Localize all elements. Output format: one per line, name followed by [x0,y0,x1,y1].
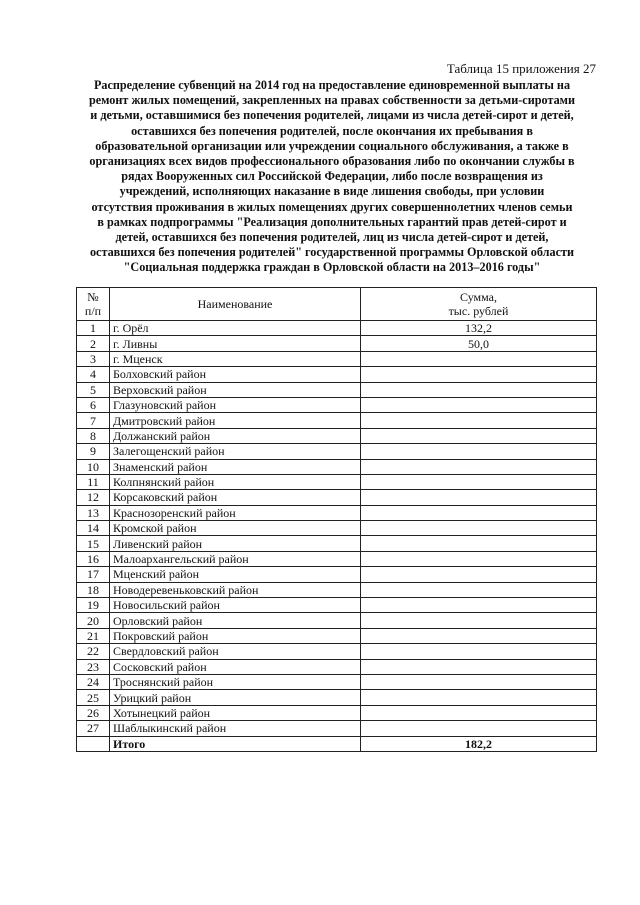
row-sum-cell [361,444,597,459]
table-row [77,721,597,736]
row-name-cell: Залегощенский район [110,444,361,459]
header-number-line2: п/п [84,304,102,318]
row-number-cell: 16 [77,551,110,566]
row-sum-cell [361,628,597,643]
row-sum-cell [361,474,597,489]
title-line: рядах Вооруженных сил Российской Федерации, либо после возвращения из [121,169,543,184]
table-row [77,598,597,613]
table-row [77,367,597,382]
table-row [77,613,597,628]
table-row [77,336,597,351]
row-name-cell: Свердловский район [110,644,361,659]
row-number-cell: 12 [77,490,110,505]
total-label-cell: Итого [110,736,361,751]
row-number-cell: 18 [77,582,110,597]
row-number-cell: 26 [77,705,110,720]
row-sum-cell [361,659,597,674]
table-header-row [77,288,597,321]
table-row [77,674,597,689]
header-number-line1: № [87,290,99,304]
row-sum-cell [361,567,597,582]
table-row [77,351,597,366]
table-row [77,505,597,520]
row-name-cell: Троснянский район [110,674,361,689]
table-row [77,382,597,397]
header-sum-line2: тыс. рублей [448,304,509,318]
row-number-cell: 21 [77,628,110,643]
table-row [77,444,597,459]
table-row [77,705,597,720]
table-row [77,474,597,489]
row-number-cell: 22 [77,644,110,659]
row-number-cell: 8 [77,428,110,443]
row-name-cell: Болховский район [110,367,361,382]
title-line: Распределение субвенций на 2014 год на предоставление единовременной выплаты на [93,78,571,92]
header-name: Наименование [110,288,361,321]
title-line: отсутствия проживания в жилых помещениях других совершеннолетних членов семьи [91,199,573,214]
page-reference: Таблица 15 приложения 27 [446,61,596,76]
row-name-cell: Кромской район [110,521,361,536]
row-name-cell: Ливенский район [110,536,361,551]
row-name-cell: Должанский район [110,428,361,443]
row-sum-cell [361,459,597,474]
row-name-cell: Покровский район [110,628,361,643]
title-line: ремонт жилых помещений, закрепленных на правах собственности за детьми-сиротами [88,93,576,108]
row-name-cell: г. Орёл [110,321,361,336]
row-sum-cell [361,721,597,736]
row-number-cell: 11 [77,474,110,489]
table-row [77,321,597,336]
row-name-cell: г. Мценск [110,351,361,366]
total-row [77,736,597,751]
row-sum-cell [361,505,597,520]
row-number-cell: 10 [77,459,110,474]
table-row [77,567,597,582]
row-sum-cell: 50,0 [361,336,597,351]
table-row [77,551,597,566]
row-number-cell: 15 [77,536,110,551]
row-number-cell: 3 [77,351,110,366]
title-line: в рамках подпрограммы "Реализация дополнительных гарантий прав детей-сирот и [97,214,567,229]
row-name-cell: Новодеревеньковский район [110,582,361,597]
table-row [77,628,597,643]
row-sum-cell [361,397,597,412]
table-row [77,397,597,412]
title-line: детей, оставшихся без попечения родителей, лиц из числа детей-сирот и детей, [115,230,549,245]
row-number-cell: 27 [77,721,110,736]
total-sum-cell: 182,2 [361,736,597,751]
row-sum-cell [361,582,597,597]
row-sum-cell [361,367,597,382]
row-sum-cell [361,690,597,705]
table-row [77,521,597,536]
row-sum-cell [361,536,597,551]
table-row [77,413,597,428]
row-number-cell: 25 [77,690,110,705]
row-sum-cell [361,598,597,613]
table-row [77,690,597,705]
row-number-cell: 23 [77,659,110,674]
row-sum-cell [361,644,597,659]
title-line: учреждений, исполняющих наказание в виде лишения свободы, при условии [119,184,545,199]
table-row [77,428,597,443]
row-name-cell: Глазуновский район [110,397,361,412]
row-name-cell: Знаменский район [110,459,361,474]
document-title [66,78,598,276]
row-number-cell: 7 [77,413,110,428]
row-sum-cell [361,613,597,628]
table-row [77,536,597,551]
row-name-cell: Хотынецкий район [110,705,361,720]
row-number-cell: 13 [77,505,110,520]
row-number-cell: 9 [77,444,110,459]
row-name-cell: Верховский район [110,382,361,397]
row-number-cell: 17 [77,567,110,582]
table-row [77,459,597,474]
title-line: "Социальная поддержка граждан в Орловской области на 2013–2016 годы" [123,260,541,275]
header-number [77,288,110,321]
row-sum-cell: 132,2 [361,321,597,336]
title-line: и детьми, оставшимися без попечения родителей, лицами из числа детей-сирот и детей, [90,108,574,123]
row-name-cell: Колпнянский район [110,474,361,489]
row-number-cell: 19 [77,598,110,613]
row-sum-cell [361,551,597,566]
table-row [77,582,597,597]
table-row [77,490,597,505]
table-row [77,659,597,674]
row-name-cell: Мценский район [110,567,361,582]
row-number-cell: 5 [77,382,110,397]
title-line: организациях всех видов профессионального образования либо по окончании службы в [89,154,575,169]
row-sum-cell [361,521,597,536]
title-line: образовательной организации или учреждении социального обслуживания, а также в [95,138,569,153]
row-number-cell: 24 [77,674,110,689]
row-name-cell: Корсаковский район [110,490,361,505]
row-sum-cell [361,705,597,720]
row-number-cell: 20 [77,613,110,628]
row-number-cell: 4 [77,367,110,382]
row-number-cell: 14 [77,521,110,536]
row-sum-cell [361,674,597,689]
header-sum-line1: Сумма, [460,290,497,304]
total-number-cell [77,736,110,751]
row-name-cell: Дмитровский район [110,413,361,428]
subsidy-table [76,287,597,752]
row-name-cell: Урицкий район [110,690,361,705]
row-number-cell: 2 [77,336,110,351]
row-name-cell: Сосковский район [110,659,361,674]
title-line: оставшихся без попечения родителей, после окончания их пребывания в [131,123,533,138]
row-sum-cell [361,351,597,366]
row-number-cell: 6 [77,397,110,412]
row-name-cell: Малоархангельский район [110,551,361,566]
row-number-cell: 1 [77,321,110,336]
title-line: оставшихся без попечения родителей" государственной программы Орловской области [89,245,575,260]
row-sum-cell [361,490,597,505]
row-name-cell: Краснозоренский район [110,505,361,520]
table-body [77,321,597,737]
row-name-cell: Шаблыкинский район [110,721,361,736]
row-sum-cell [361,428,597,443]
row-sum-cell [361,382,597,397]
row-name-cell: Орловский район [110,613,361,628]
row-name-cell: г. Ливны [110,336,361,351]
header-sum [361,288,597,321]
row-sum-cell [361,413,597,428]
table-row [77,644,597,659]
row-name-cell: Новосильский район [110,598,361,613]
